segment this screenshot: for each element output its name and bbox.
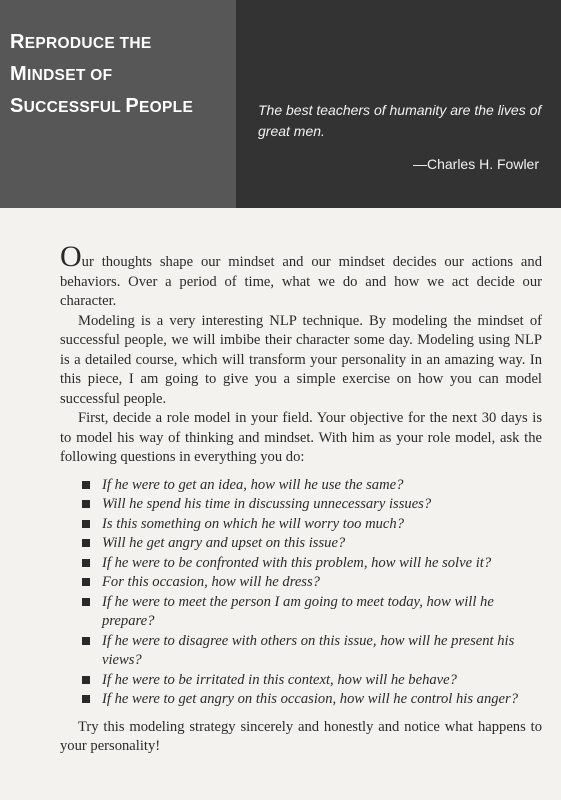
list-item: Is this something on which he will worry too much? xyxy=(82,515,542,535)
list-item: Will he spend his time in discussing unnecessary issues? xyxy=(82,495,542,515)
square-bullet-icon xyxy=(82,637,90,645)
body-text xyxy=(60,240,542,757)
title-line-2: MINDSET OF xyxy=(10,63,113,85)
title-line-1: REPRODUCE THE xyxy=(10,31,152,53)
question-list xyxy=(60,476,542,710)
square-bullet-icon xyxy=(82,695,90,703)
square-bullet-icon xyxy=(82,481,90,489)
square-bullet-icon xyxy=(82,500,90,508)
square-bullet-icon xyxy=(82,676,90,684)
list-item: Will he get angry and upset on this issue? xyxy=(82,534,542,554)
paragraph-1: Our thoughts shape our mindset and our mindset decides our actions and behaviors. Over a period of time, what we do and how we act decide our character. xyxy=(60,240,542,309)
square-bullet-icon xyxy=(82,539,90,547)
header-left-panel xyxy=(0,0,236,208)
list-item: If he were to disagree with others on this issue, how will he present his views? xyxy=(82,632,542,671)
chapter-title xyxy=(10,26,230,122)
list-item: If he were to get angry on this occasion, how will he control his anger? xyxy=(82,690,542,710)
epigraph-quote: The best teachers of humanity are the lives of great men. xyxy=(258,102,542,139)
square-bullet-icon xyxy=(82,578,90,586)
drop-cap: O xyxy=(60,240,82,273)
chapter-header xyxy=(0,0,561,208)
list-item: If he were to be irritated in this context, how will he behave? xyxy=(82,671,542,691)
list-item: If he were to be confronted with this problem, how will he solve it? xyxy=(82,554,542,574)
paragraph-4: Try this modeling strategy sincerely and honestly and notice what happens to your personality! xyxy=(60,718,542,754)
list-item: For this occasion, how will he dress? xyxy=(82,573,542,593)
list-item: If he were to meet the person I am going to meet today, how will he prepare? xyxy=(82,593,542,632)
square-bullet-icon xyxy=(82,520,90,528)
title-line-3: SUCCESSFUL PEOPLE xyxy=(10,95,194,117)
epigraph-author: —Charles H. Fowler xyxy=(412,156,539,172)
square-bullet-icon xyxy=(82,559,90,567)
square-bullet-icon xyxy=(82,598,90,606)
paragraph-2: Modeling is a very interesting NLP technique. By modeling the mindset of successful people, we will imbibe their character some day. Modeling using NLP is a detailed course, which will transform your personality in an amazing way. In this piece, I am going to give you a simple exercise on how you can model successful people. xyxy=(60,312,542,407)
list-item: If he were to get an idea, how will he use the same? xyxy=(82,476,542,496)
paragraph-3: First, decide a role model in your field. Your objective for the next 30 days is to model his way of thinking and mindset. With him as your role model, ask the following questions in everything you do: xyxy=(60,410,542,465)
